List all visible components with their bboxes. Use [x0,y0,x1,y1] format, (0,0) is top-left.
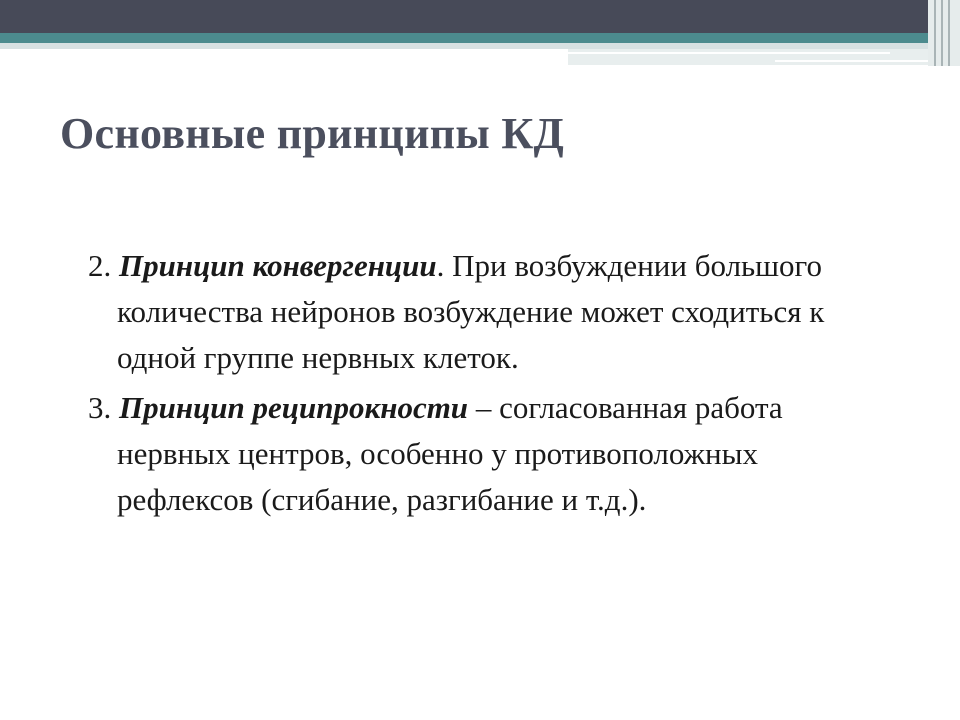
principle-text: . При возбуждении большого количества нейронов возбуждение может сходиться к одной группе нервных клеток. [117,248,825,375]
header-banner-teal-stripe [0,33,960,43]
principle-text: – согласованная работа нервных центров, особенно у противоположных рефлексов (сгибание, разгибание и т.д.). [117,390,783,517]
principle-term: Принцип реципрокности [119,390,469,425]
principle-term: Принцип конвергенции [119,248,437,283]
slide-body [88,243,848,527]
header-corner-decor [928,0,960,66]
header-decor-line [775,60,950,62]
item-number: 2. [88,248,119,283]
slide-title: Основные принципы КД [60,109,565,158]
corner-decor-line [934,0,936,66]
corner-decor-line [948,0,950,66]
header-decor-line [568,52,890,54]
corner-decor-line [941,0,943,66]
principle-item [88,385,848,523]
header-banner-dark [0,0,960,33]
principle-item [88,243,848,381]
item-number: 3. [88,390,119,425]
